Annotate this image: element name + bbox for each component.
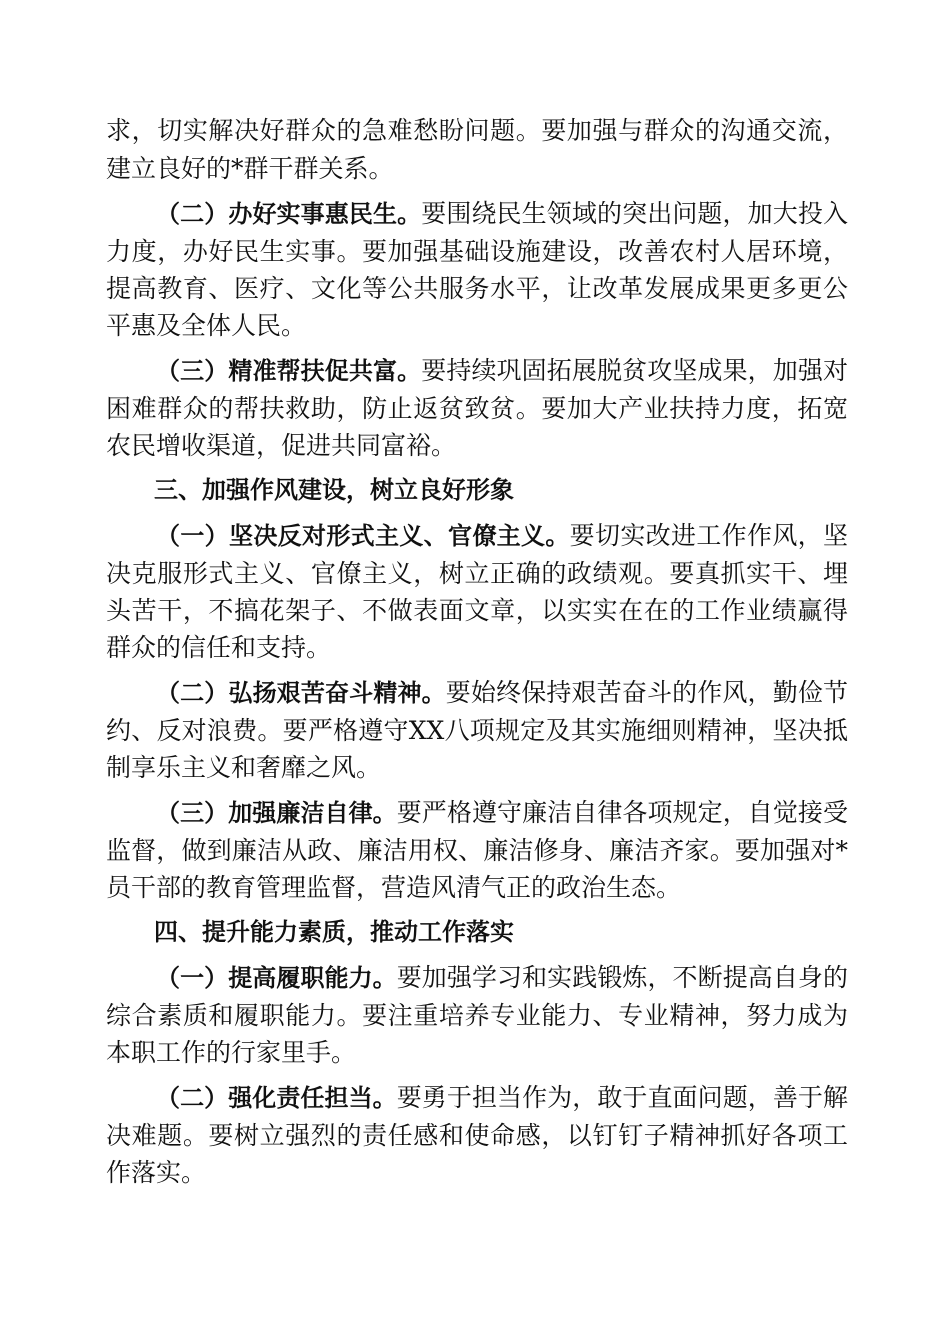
document-page (106, 112, 848, 1199)
body-paragraph (106, 674, 848, 786)
body-paragraph (106, 959, 848, 1071)
paragraph-text: 要勇于担当作为，敢于直面问题，善于解决难题。要树立强烈的责任感和使命感，以钉钉子精神抓好各项工作落实。 (106, 1083, 848, 1187)
body-paragraph (106, 195, 848, 344)
paragraph-text: 要持续巩固拓展脱贫攻坚成果，加强对困难群众的帮扶救助，防止返贫致贫。要加大产业扶持力度，拓宽农民增收渠道，促进共同富裕。 (106, 356, 848, 460)
paragraph-text: 求，切实解决好群众的急难愁盼问题。要加强与群众的沟通交流，建立良好的*群干群关系。 (106, 116, 848, 183)
body-paragraph (106, 352, 848, 464)
body-paragraph (106, 112, 848, 187)
body-paragraph (106, 1079, 848, 1191)
paragraph-text: 要严格遵守廉洁自律各项规定，自觉接受监督，做到廉洁从政、廉洁用权、廉洁修身、廉洁齐家。要加强对*员干部的教育管理监督，营造风清气正的政治生态。 (106, 798, 848, 902)
section-heading: 四、提升能力素质，推动工作落实 (154, 918, 514, 946)
paragraph-text: 要围绕民生领域的突出问题，加大投入力度，办好民生实事。要加强基础设施建设，改善农村人居环境，提高教育、医疗、文化等公共服务水平，让改革发展成果更多更公平惠及全体人民。 (106, 199, 848, 340)
paragraph-lead: （一）提高履职能力。 (156, 964, 397, 992)
paragraph-lead: （三）加强廉洁自律。 (156, 799, 397, 827)
paragraph-lead: （二）强化责任担当。 (156, 1084, 397, 1112)
paragraph-text: 要始终保持艰苦奋斗的作风，勤俭节约、反对浪费。要严格遵守XX八项规定及其实施细则精神，坚决抵制享乐主义和奢靡之风。 (106, 678, 848, 782)
paragraph-text: 要切实改进工作作风，坚决克服形式主义、官僚主义，树立正确的政绩观。要真抓实干、埋头苦干，不搞花架子、不做表面文章，以实实在在的工作业绩赢得群众的信任和支持。 (106, 521, 848, 662)
paragraph-lead: （一）坚决反对形式主义、官僚主义。 (156, 522, 570, 550)
paragraph-lead: （二）弘扬艰苦奋斗精神。 (156, 679, 446, 707)
body-paragraph (106, 517, 848, 666)
section-heading: 三、加强作风建设，树立良好形象 (154, 476, 514, 504)
paragraph-lead: （三）精准帮扶促共富。 (156, 357, 422, 385)
paragraph-lead: （二）办好实事惠民生。 (156, 200, 422, 228)
paragraph-text: 要加强学习和实践锻炼，不断提高自身的综合素质和履职能力。要注重培养专业能力、专业精神，努力成为本职工作的行家里手。 (106, 963, 848, 1067)
body-paragraph (106, 794, 848, 906)
